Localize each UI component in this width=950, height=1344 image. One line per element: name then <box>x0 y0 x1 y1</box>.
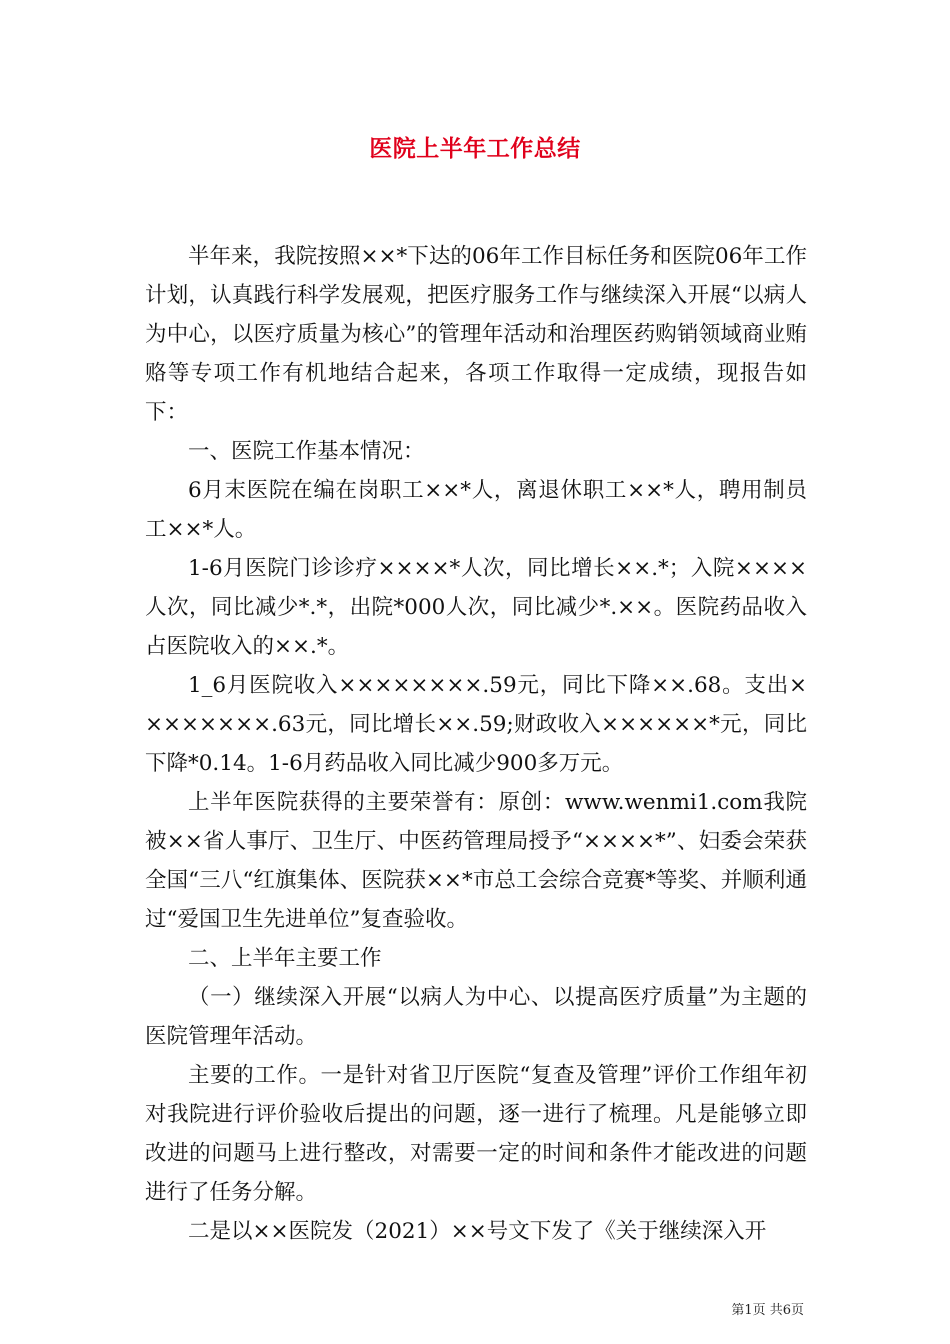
main-work-paragraph: 主要的工作。一是针对省卫厅医院“复查及管理”评价工作组年初对我院进行评价验收后提出的问题，逐一进行了梳理。凡是能够立即改进的问题马上进行整改，对需要一定的时间和条件才能改进的问题进行了任务分解。 <box>145 1063 807 1205</box>
subsection-heading-management-year: （一）继续深入开展“以病人为中心、以提高医疗质量”为主题的医院管理年活动。 <box>145 985 807 1049</box>
page-number: 第1页 共6页 <box>731 1303 804 1318</box>
section-heading-main-work: 二、上半年主要工作 <box>188 946 382 971</box>
document-title: 医院上半年工作总结 <box>369 136 581 162</box>
honors-paragraph: 上半年医院获得的主要荣誉有：原创：www.wenmi1.com我院被××省人事厅、卫生厅、中医药管理局授予“××××*”、妇委会荣获全国“三八“红旗集体、医院获××*市总工会综合竞赛*等奖、并顺利通过“爱国卫生先进单位”复查验收。 <box>145 790 807 932</box>
income-paragraph: 1_6月医院收入××××××××.59元，同比下降××.68。支出××××××××.63元，同比增长××.59;财政收入××××××*元，同比下降*0.14。1-6月药品收入同比减少900多万元。 <box>145 673 807 776</box>
outpatient-paragraph: 1-6月医院门诊诊疗××××*人次，同比增长××.*；入院××××人次，同比减少*.*，出院*000人次，同比减少*.××。医院药品收入占医院收入的××.*。 <box>145 556 807 659</box>
staff-paragraph: 6月末医院在编在岗职工××*人，离退休职工××*人，聘用制员工××*人。 <box>145 478 807 542</box>
document-body <box>145 237 807 1251</box>
section-heading-basic-situation: 一、医院工作基本情况： <box>188 439 425 464</box>
document-issued-paragraph: 二是以××医院发（2021）××号文下发了《关于继续深入开 <box>188 1219 767 1244</box>
intro-paragraph: 半年来，我院按照××*下达的06年工作目标任务和医院06年工作计划，认真践行科学发展观，把医疗服务工作与继续深入开展“以病人为中心，以医疗质量为核心”的管理年活动和治理医药购销领域商业贿赂等专项工作有机地结合起来，各项工作取得一定成绩，现报告如下： <box>145 244 807 425</box>
